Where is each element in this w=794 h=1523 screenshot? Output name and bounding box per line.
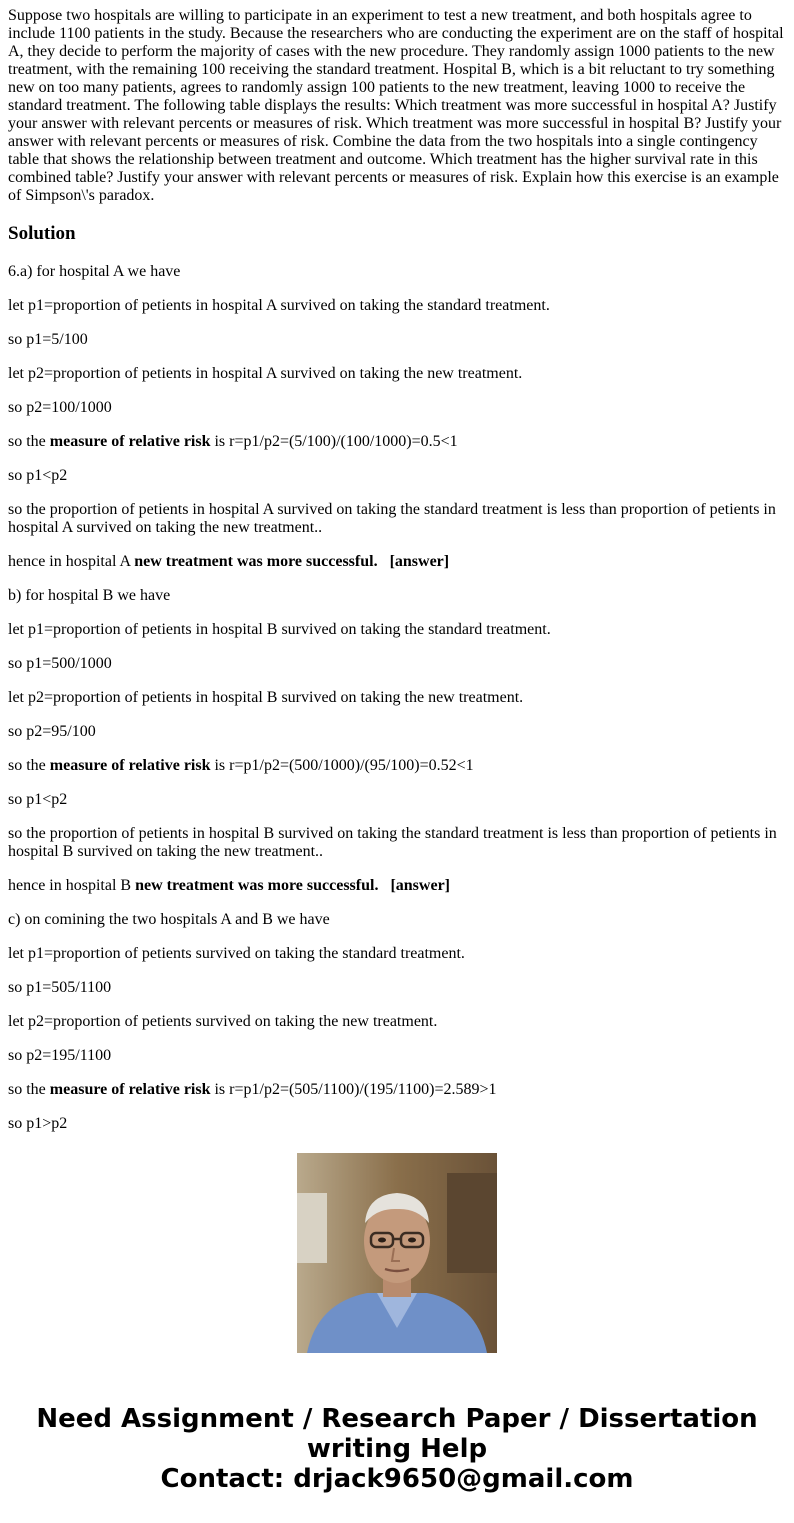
question-text: Suppose two hospitals are willing to participate in an experiment to test a new treatment, and both hospitals agree to include 1100 patients in the study. Because the researchers who are conducting the experiment are on the staff of hospital A, they decide to perform the majority of cases with the new procedure. They randomly assign 1000 patients to the new treatment, with the remaining 100 receiving the standard treatment. Hospital B, which is a bit reluctant to try something new on too many patients, agrees to randomly assign 100 patients to the new treatment, leaving 1000 to receive the standard treatment. The following table displays the results: Which treatment was more successful in hospital A? Justify your answer with relevant percents or measures of risk. Which treatment was more successful in hospital B? Justify your answer with relevant percents or measures of risk. Combine the data from the two hospitals into a single contingency table that shows the relationship between treatment and outcome. Which treatment has the higher survival rate in this combined table? Justify your answer with relevant percents or measures of risk. Explain how this exercise is an example of Simpson\'s paradox. (8, 7, 784, 204)
solution-line: let p2=proportion of petients in hospital B survived on taking the new treatment. (8, 689, 524, 706)
solution-line (8, 433, 786, 451)
solution-line: so p2=100/1000 (8, 399, 112, 416)
solution-line (8, 757, 786, 775)
bold-term: measure of relative risk (49, 757, 211, 774)
promo-footer (0, 1404, 794, 1494)
answer-line (8, 877, 786, 895)
line-text: is r=p1/p2=(505/1100)/(195/1100)=2.589>1 (210, 1081, 497, 1098)
promo-line: Need Assignment / Research Paper / Dissertation (36, 1404, 758, 1434)
solution-line: so p1=500/1000 (8, 655, 112, 672)
solution-line: so p1>p2 (8, 1115, 68, 1132)
solution-line: let p1=proportion of petients survived on taking the standard treatment. (8, 945, 465, 962)
contact-line: Contact: drjack9650@gmail.com (160, 1464, 634, 1494)
line-text: is r=p1/p2=(5/100)/(100/1000)=0.5<1 (210, 433, 458, 450)
answer-line (8, 553, 786, 571)
bold-term: measure of relative risk (49, 433, 211, 450)
solution-line: 6.a) for hospital A we have (8, 263, 181, 280)
line-text: so the (8, 433, 50, 450)
answer-text: new treatment was more successful. [answer] (134, 553, 450, 570)
solution-line: so the proportion of petients in hospital A survived on taking the standard treatment is less than proportion of petients in hospital A survived on taking the new treatment.. (8, 501, 776, 536)
solution-line: so p1<p2 (8, 467, 68, 484)
solution-line: let p1=proportion of petients in hospital B survived on taking the standard treatment. (8, 621, 551, 638)
line-text: so the (8, 1081, 50, 1098)
author-avatar (297, 1153, 497, 1353)
solution-line: so p1=5/100 (8, 331, 88, 348)
solution-line (8, 1081, 786, 1099)
solution-line: so p2=95/100 (8, 723, 96, 740)
solution-heading: Solution (8, 223, 76, 244)
promo-line: writing Help (306, 1434, 488, 1464)
document-content (8, 7, 786, 1132)
author-portrait (297, 1153, 497, 1353)
line-text: hence in hospital A (8, 553, 135, 570)
solution-line: so p1=505/1100 (8, 979, 112, 996)
solution-line: so the proportion of petients in hospital B survived on taking the standard treatment is less than proportion of petients in hospital B survived on taking the new treatment.. (8, 825, 777, 860)
line-text: is r=p1/p2=(500/1000)/(95/100)=0.52<1 (210, 757, 474, 774)
bold-term: measure of relative risk (49, 1081, 211, 1098)
line-text: hence in hospital B (8, 877, 136, 894)
solution-line: so p2=195/1100 (8, 1047, 112, 1064)
answer-text: new treatment was more successful. [answer] (135, 877, 450, 894)
solution-line: let p1=proportion of petients in hospital A survived on taking the standard treatment. (8, 297, 550, 314)
solution-line: so p1<p2 (8, 791, 68, 808)
solution-line: b) for hospital B we have (8, 587, 171, 604)
solution-line: let p2=proportion of petients survived on taking the new treatment. (8, 1013, 438, 1030)
line-text: so the (8, 757, 50, 774)
solution-line: let p2=proportion of petients in hospital A survived on taking the new treatment. (8, 365, 523, 382)
solution-line: c) on comining the two hospitals A and B we have (8, 911, 330, 928)
